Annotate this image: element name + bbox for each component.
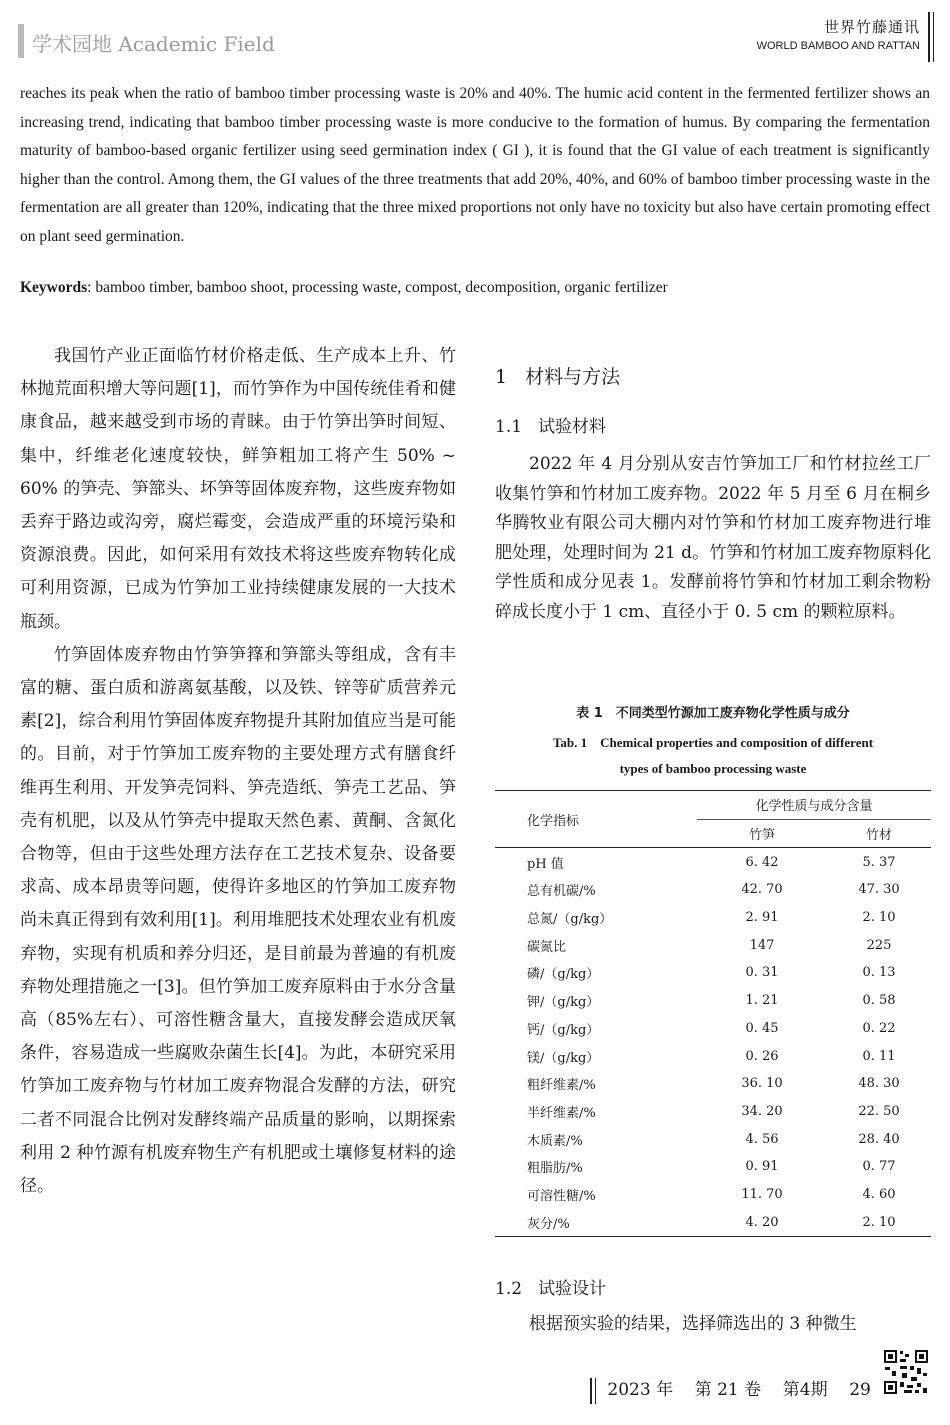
- table-cell-bamboo-shoot: 0. 26: [745, 1048, 779, 1064]
- journal-title-en: WORLD BAMBOO AND RATTAN: [756, 40, 920, 52]
- table-cell-bamboo-timber: 0. 58: [862, 993, 896, 1009]
- table-cell-bamboo-timber: 225: [866, 937, 892, 953]
- section-1-1-number: 1.1: [495, 417, 523, 437]
- section-label-text: 学术园地 Academic Field: [32, 32, 275, 56]
- table-cell-bamboo-shoot: 34. 20: [741, 1103, 783, 1119]
- table-row: [495, 959, 931, 987]
- header-rule: [928, 12, 934, 62]
- qr-code-icon: [882, 1348, 930, 1396]
- page-footer: [590, 1375, 871, 1404]
- table-cell-bamboo-timber: 0. 22: [862, 1020, 896, 1036]
- footer-bar: [590, 1378, 596, 1404]
- section-1-2-body: [495, 1310, 931, 1340]
- table-row: [495, 876, 931, 904]
- table-cell-bamboo-shoot: 0. 91: [745, 1159, 779, 1175]
- table-cell-bamboo-shoot: 0. 31: [745, 965, 779, 981]
- table-row: [495, 1042, 931, 1070]
- intro-paragraph-2: 竹笋固体废弃物由竹笋笋箨和笋篰头等组成，含有丰富的糖、蛋白质和游离氨基酸，以及铁、锌等矿质营养元素[2]，综合利用竹笋固体废弃物提升其附加值应当是可能的。目前，对于竹笋加工废弃物的主要处理方式有膳食纤维再生利用、开发笋壳饲料、笋壳造纸、笋壳工艺品、笋壳有机肥，以及从竹笋壳中提取天然色素、黄酮、含氮化合物等，但由于这些处理方法存在工艺技术复杂、设备要求高、成本昂贵等问题，使得许多地区的竹笋加工废弃物尚未真正得到有效利用[1]。利用堆肥技术处理农业有机废弃物，实现有机质和养分归还，是目前最为普遍的有机废弃物处理措施之一[3]。但竹笋加工废弃原料由于水分含量高（85%左右）、可溶性糖含量大，直接发酵会造成厌氧条件，容易造成一些腐败杂菌生长[4]。为此，本研究采用竹笋加工废弃物与竹材加工废弃物混合发酵的方法，研究二者不同混合比例对发酵终端产品质量的影响，以期探索利用 2 种竹源有机废弃物生产有机肥或土壤修复材料的途径。: [20, 644, 456, 1197]
- table-row: [495, 1098, 931, 1126]
- table-cell-bamboo-shoot: 11. 70: [741, 1186, 783, 1202]
- section-1-1-heading: [495, 412, 606, 437]
- table-cell-indicator: 碳氮比: [527, 939, 567, 955]
- journal-title-cn: 世界竹藤通讯: [823, 18, 920, 36]
- table-cell-bamboo-shoot: 2. 91: [745, 910, 779, 926]
- table-cell-indicator: 半纤维素/%: [527, 1105, 596, 1121]
- table-cell-indicator: 钾/（g/kg）: [527, 995, 600, 1011]
- section-1-1-title: 试验材料: [538, 417, 607, 437]
- table-cell-bamboo-timber: 22. 50: [858, 1103, 900, 1119]
- table-cell-indicator: 磷/（g/kg）: [527, 967, 600, 983]
- table-cell-bamboo-timber: 48. 30: [858, 1076, 900, 1092]
- table-cell-indicator: pH 值: [527, 856, 564, 872]
- section-1-2-text: 根据预实验的结果，选择筛选出的 3 种微生: [529, 1314, 857, 1334]
- table-row: [495, 1125, 931, 1153]
- table-cell-bamboo-shoot: 42. 70: [741, 882, 783, 898]
- keywords: [20, 279, 930, 297]
- footer-volume: 第 21 卷: [694, 1380, 762, 1400]
- table-cell-bamboo-timber: 5. 37: [862, 854, 896, 870]
- table-cell-indicator: 灰分/%: [495, 1208, 697, 1236]
- table-cell-bamboo-shoot: 1. 21: [745, 993, 779, 1009]
- table-row: [495, 1208, 931, 1236]
- intro-paragraph-1: 我国竹产业正面临竹材价格走低、生产成本上升、竹林抛荒面积增大等问题[1]，而竹笋作为中国传统佳肴和健康食品，越来越受到市场的青睐。由于竹笋出笋时间短、集中，纤维老化速度较快，鲜笋粗加工将产生 50% ~ 60% 的笋壳、笋篰头、坏笋等固体废弃物，这些废弃物如丢弃于路边或沟旁，腐烂霉变，会造成严重的环境污染和资源浪费。因此，如何采用有效技术将这些废弃物转化成可利用资源，已成为竹笋加工业持续健康发展的一大技术瓶颈。: [20, 346, 456, 632]
- journal-title: [757, 16, 920, 52]
- table-row: [495, 987, 931, 1015]
- table-cell-bamboo-timber: 0. 13: [862, 965, 896, 981]
- section-1-1-body: [495, 450, 931, 628]
- section-1-title: 材料与方法: [525, 366, 621, 388]
- page-number: 29: [849, 1380, 871, 1400]
- table-row: [495, 1015, 931, 1043]
- table-cell-indicator: 粗纤维素/%: [527, 1078, 596, 1094]
- table-cell-bamboo-shoot: 36. 10: [741, 1076, 783, 1092]
- keywords-text: bamboo timber, bamboo shoot, processing waste, compost, decomposition, organic fertilizer: [95, 279, 668, 296]
- table-row: [495, 1153, 931, 1181]
- section-1-2-number: 1.2: [495, 1279, 523, 1299]
- table-1-caption-en-2: types of bamboo processing waste: [619, 761, 807, 776]
- keywords-label: Keywords: [20, 279, 88, 296]
- table-header-row-1: [495, 791, 931, 820]
- table-cell-bamboo-shoot: 0. 45: [745, 1020, 779, 1036]
- table-cell-bamboo-timber: 0. 77: [862, 1159, 896, 1175]
- table-1: [495, 790, 931, 1237]
- section-1-number: 1: [495, 366, 508, 388]
- abstract-text: reaches its peak when the ratio of bamboo timber processing waste is 20% and 40%. The humic acid content in the fermented fertilizer shows an increasing trend, indicating that bamboo timber processing waste is more conducive to the formation of humus. By comparing the fermentation maturity of bamboo-based organic fertilizer using seed germination index ( GI ), it is found that the GI value of each treatment is significantly higher than the control. Among them, the GI values of the three treatments that add 20%, 40%, and 60% of bamboo timber processing waste in the fermentation are all greater than 120%, indicating that the three mixed proportions not only have no toxicity but also have certain promoting effect on plant seed germination.: [20, 85, 930, 245]
- table-body: [495, 848, 931, 1237]
- table-cell-bamboo-shoot: 4. 56: [745, 1131, 779, 1147]
- table-cell-bamboo-shoot: 147: [749, 937, 775, 953]
- table-cell-bamboo-shoot: 6. 42: [745, 854, 779, 870]
- table-cell-indicator: 总氮/（g/kg）: [527, 912, 613, 928]
- table-row: [495, 1181, 931, 1209]
- table-cell-indicator: 镁/（g/kg）: [527, 1050, 600, 1066]
- table-cell-bamboo-timber: 4. 60: [862, 1186, 896, 1202]
- footer-year: 2023 年: [607, 1380, 674, 1400]
- table-1-caption-en-1: Tab. 1 Chemical properties and composition of different: [552, 735, 874, 750]
- table-cell-bamboo-timber: 28. 40: [858, 1131, 900, 1147]
- section-1-heading: [495, 362, 620, 389]
- table-cell-indicator: 可溶性糖/%: [527, 1188, 596, 1204]
- table-cell-bamboo-shoot: 4. 20: [697, 1208, 827, 1236]
- section-1-2-title: 试验设计: [538, 1279, 607, 1299]
- table-head-indicator: 化学指标: [495, 791, 697, 848]
- table-row: [495, 931, 931, 959]
- table-row: [495, 904, 931, 932]
- table-head-col2: 竹材: [827, 819, 931, 848]
- table-cell-indicator: 总有机碳/%: [527, 884, 596, 900]
- table-cell-bamboo-timber: 2. 10: [827, 1208, 931, 1236]
- table-cell-bamboo-timber: 2. 10: [862, 910, 896, 926]
- table-1-caption-cn: 表 1 不同类型竹源加工废弃物化学性质与成分: [576, 706, 850, 721]
- section-label-bar: [18, 24, 24, 58]
- left-column: [20, 340, 456, 1203]
- table-row: [495, 1070, 931, 1098]
- section-1-2-heading: [495, 1274, 606, 1299]
- table-cell-indicator: 钙/（g/kg）: [527, 1022, 600, 1038]
- keywords-colon: :: [87, 279, 96, 296]
- table-cell-bamboo-timber: 0. 11: [862, 1048, 896, 1064]
- table-cell-indicator: 木质素/%: [527, 1133, 583, 1149]
- table-row: [495, 848, 931, 876]
- table-cell-indicator: 粗脂肪/%: [527, 1161, 583, 1177]
- footer-issue: 第4期: [782, 1380, 828, 1400]
- section-1-1-text: 2022 年 4 月分别从安吉竹笋加工厂和竹材拉丝工厂收集竹笋和竹材加工废弃物。2022 年 5 月至 6 月在桐乡华腾牧业有限公司大棚内对竹笋和竹材加工废弃物进行堆肥处理，处理时间为 21 d。竹笋和竹材加工废弃物原料化学性质和成分见表 1。发酵前将竹笋和竹材加工剩余物粉碎成长度小于 1 cm、直径小于 0. 5 cm 的颗粒原料。: [495, 454, 931, 622]
- table-cell-bamboo-timber: 47. 30: [858, 882, 900, 898]
- table-head-group: 化学性质与成分含量: [697, 791, 931, 820]
- table-head-col1: 竹笋: [697, 819, 827, 848]
